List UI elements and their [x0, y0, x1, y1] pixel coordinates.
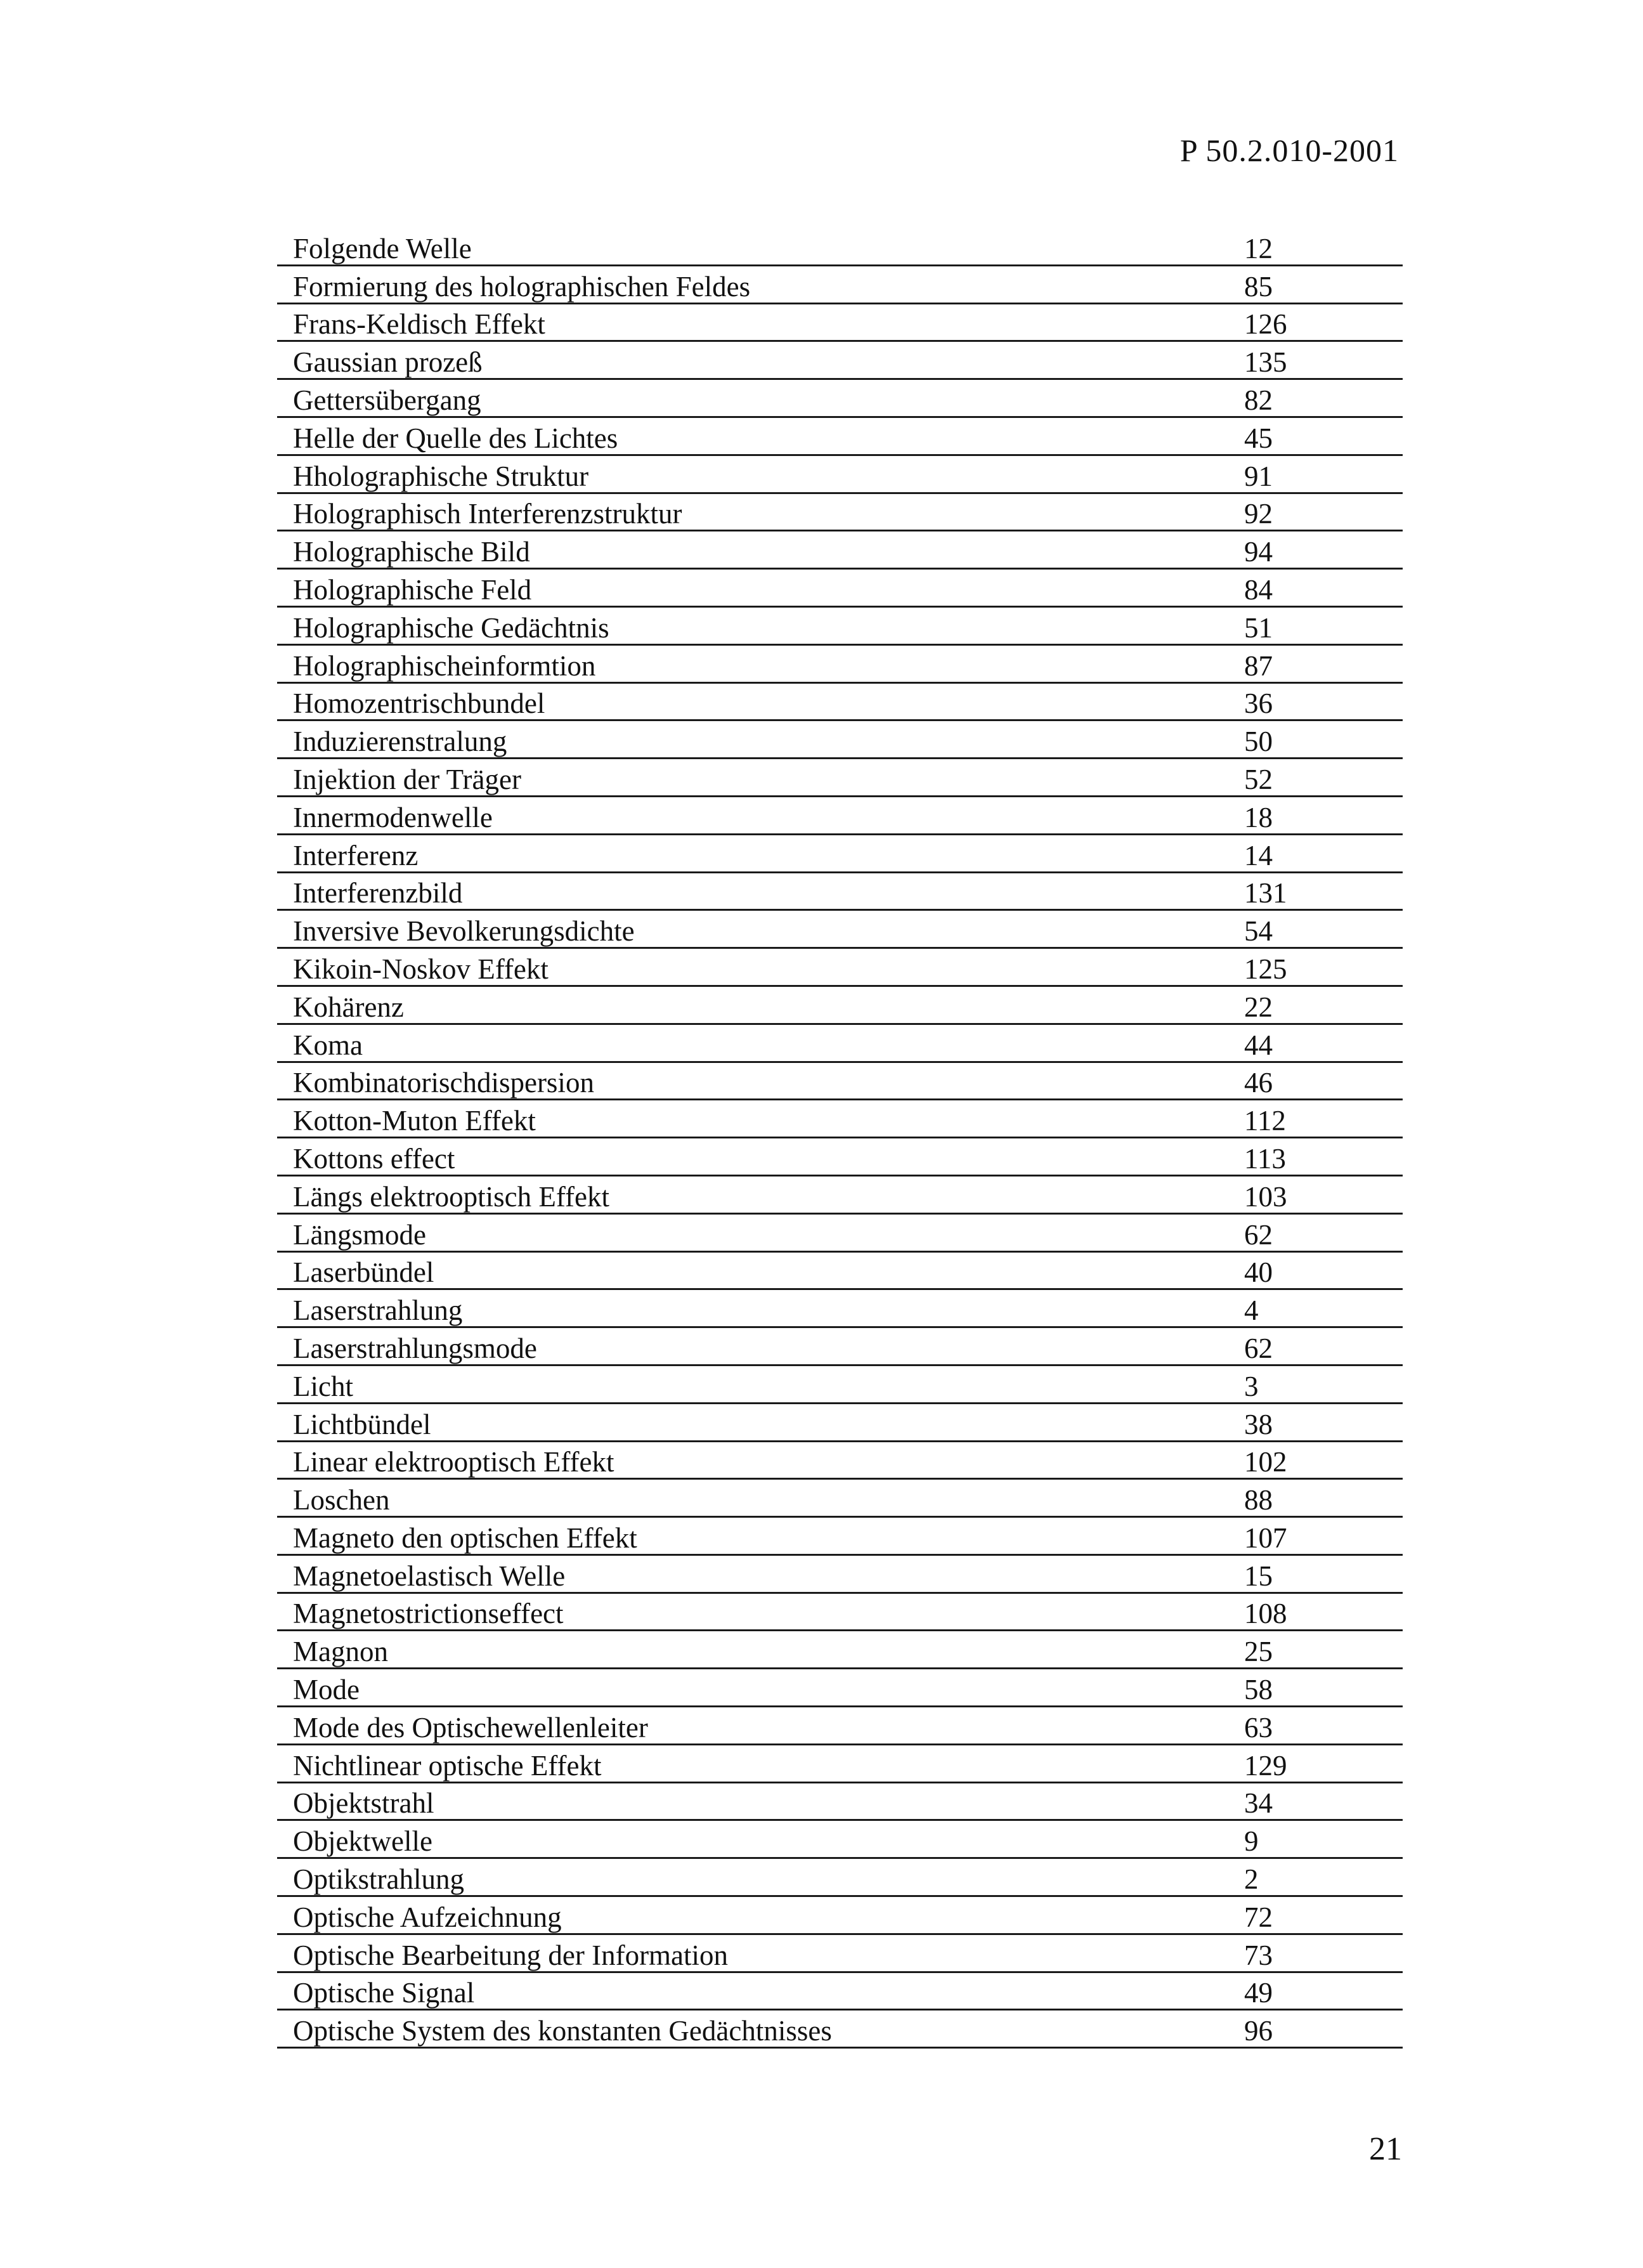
index-page-ref: 22 — [1244, 991, 1273, 1023]
index-page-ref: 84 — [1244, 573, 1273, 606]
index-page-ref: 14 — [1244, 839, 1273, 871]
index-term: Längs elektrooptisch Effekt — [293, 1180, 610, 1213]
index-row — [277, 911, 1403, 949]
index-page-ref: 87 — [1244, 649, 1273, 682]
index-term: Holographisch Interferenzstruktur — [293, 498, 682, 530]
index-page-ref: 18 — [1244, 801, 1273, 833]
index-term: Kikoin-Noskov Effekt — [293, 953, 549, 985]
index-term: Magnetostrictionseffect — [293, 1598, 564, 1630]
index-page-ref: 25 — [1244, 1636, 1273, 1668]
index-row — [277, 2011, 1403, 2049]
index-page-ref: 91 — [1244, 460, 1273, 492]
index-page-ref: 3 — [1244, 1370, 1259, 1402]
index-row — [277, 684, 1403, 722]
index-row — [277, 380, 1403, 418]
index-row — [277, 835, 1403, 873]
index-term: Holographische Feld — [293, 573, 532, 606]
index-term: Mode des Optischewellenleiter — [293, 1711, 648, 1743]
index-row — [277, 1442, 1403, 1480]
index-page-ref: 52 — [1244, 763, 1273, 795]
index-page-ref: 103 — [1244, 1180, 1287, 1213]
index-row — [277, 1859, 1403, 1897]
index-term: Kotton-Muton Effekt — [293, 1105, 536, 1137]
index-term: Injektion der Träger — [293, 763, 521, 795]
index-term: Homozentrischbundel — [293, 688, 545, 720]
index-row — [277, 570, 1403, 608]
index-page-ref: 113 — [1244, 1142, 1286, 1175]
index-row — [277, 1556, 1403, 1594]
index-row — [277, 1063, 1403, 1101]
index-row — [277, 608, 1403, 646]
index-row — [277, 1404, 1403, 1442]
index-term: Mode — [293, 1674, 360, 1706]
index-page-ref: 85 — [1244, 270, 1273, 303]
index-page-ref: 34 — [1244, 1787, 1273, 1820]
index-row — [277, 456, 1403, 494]
index-term: Optische Aufzeichnung — [293, 1901, 562, 1933]
index-row — [277, 1745, 1403, 1783]
index-page-ref: 49 — [1244, 1977, 1273, 2009]
index-term: Optische Bearbeitung der Information — [293, 1939, 729, 1971]
index-term: Folgende Welle — [293, 232, 472, 264]
index-term: Objektwelle — [293, 1825, 432, 1858]
index-term: Holographischeinformtion — [293, 649, 596, 682]
index-row — [277, 1631, 1403, 1669]
index-row — [277, 987, 1403, 1025]
index-page-ref: 44 — [1244, 1029, 1273, 1061]
index-row — [277, 1518, 1403, 1556]
index-page-ref: 15 — [1244, 1560, 1273, 1592]
index-page-ref: 96 — [1244, 2015, 1273, 2047]
index-term: Interferenzbild — [293, 877, 463, 909]
index-term: Helle der Quelle des Lichtes — [293, 422, 618, 454]
index-row — [277, 1100, 1403, 1138]
index-term: Nichtlinear optische Effekt — [293, 1749, 602, 1782]
index-row — [277, 1973, 1403, 2011]
index-row — [277, 1366, 1403, 1404]
index-page-ref: 51 — [1244, 611, 1273, 644]
index-page-ref: 2 — [1244, 1863, 1259, 1896]
index-term: Laserstrahlung — [293, 1294, 463, 1327]
index-page-ref: 129 — [1244, 1749, 1287, 1782]
index-term: Gettersübergang — [293, 384, 481, 416]
index-term: Koma — [293, 1029, 363, 1061]
index-term: Lichtbündel — [293, 1408, 431, 1440]
index-row — [277, 1935, 1403, 1973]
index-term: Inversive Bevolkerungsdichte — [293, 915, 635, 948]
index-row — [277, 266, 1403, 304]
index-term: Innermodenwelle — [293, 801, 493, 833]
index-term: Loschen — [293, 1484, 390, 1516]
index-term: Optikstrahlung — [293, 1863, 464, 1896]
index-page-ref: 58 — [1244, 1674, 1273, 1706]
index-page-ref: 72 — [1244, 1901, 1273, 1933]
index-page-ref: 40 — [1244, 1256, 1273, 1289]
index-page-ref: 4 — [1244, 1294, 1259, 1327]
index-row — [277, 1783, 1403, 1822]
index-term: Induzierenstralung — [293, 726, 507, 758]
index-row — [277, 646, 1403, 684]
index-page-ref: 88 — [1244, 1484, 1273, 1516]
index-term: Magnetoelastisch Welle — [293, 1560, 566, 1592]
index-page-ref: 9 — [1244, 1825, 1259, 1858]
index-page-ref: 94 — [1244, 536, 1273, 568]
index-page-ref: 38 — [1244, 1408, 1273, 1440]
index-page-ref: 54 — [1244, 915, 1273, 948]
index-page-ref: 82 — [1244, 384, 1273, 416]
index-row — [277, 1707, 1403, 1745]
index-term: Objektstrahl — [293, 1787, 434, 1820]
index-term: Formierung des holographischen Feldes — [293, 270, 751, 303]
index-row — [277, 1176, 1403, 1215]
index-row — [277, 1138, 1403, 1176]
index-term: Kombinatorischdispersion — [293, 1067, 594, 1099]
index-page-ref: 73 — [1244, 1939, 1273, 1971]
index-row — [277, 304, 1403, 342]
index-term: Licht — [293, 1370, 353, 1402]
index-row — [277, 1669, 1403, 1707]
index-term: Optische Signal — [293, 1977, 475, 2009]
index-row — [277, 1328, 1403, 1366]
index-row — [277, 342, 1403, 380]
index-row — [277, 721, 1403, 759]
document-code: P 50.2.010-2001 — [1179, 133, 1399, 168]
index-term: Interferenz — [293, 839, 419, 871]
index-page-ref: 102 — [1244, 1446, 1287, 1478]
index-term: Linear elektrooptisch Effekt — [293, 1446, 614, 1478]
index-term: Holographische Bild — [293, 536, 530, 568]
index-table — [277, 228, 1403, 2049]
index-row — [277, 759, 1403, 797]
index-row — [277, 797, 1403, 835]
index-term: Laserbündel — [293, 1256, 434, 1289]
index-term: Frans-Keldisch Effekt — [293, 308, 545, 341]
index-term: Längsmode — [293, 1218, 426, 1251]
index-page-ref: 62 — [1244, 1218, 1273, 1251]
index-term: Gaussian prozeß — [293, 346, 483, 379]
index-page-ref: 12 — [1244, 232, 1273, 264]
index-term: Holographische Gedächtnis — [293, 611, 609, 644]
index-row — [277, 531, 1403, 570]
index-term: Magneto den optischen Effekt — [293, 1522, 637, 1554]
index-row — [277, 1025, 1403, 1063]
index-page-ref: 63 — [1244, 1711, 1273, 1743]
index-page-ref: 92 — [1244, 498, 1273, 530]
index-page-ref: 135 — [1244, 346, 1287, 379]
index-row — [277, 1821, 1403, 1859]
index-row — [277, 1215, 1403, 1253]
index-page-ref: 62 — [1244, 1332, 1273, 1364]
index-row — [277, 494, 1403, 532]
index-page-ref: 126 — [1244, 308, 1287, 341]
index-term: Magnon — [293, 1636, 388, 1668]
index-term: Hholographische Struktur — [293, 460, 589, 492]
index-term: Optische System des konstanten Gedächtnisses — [293, 2015, 832, 2047]
index-row — [277, 1897, 1403, 1935]
index-page-ref: 112 — [1244, 1105, 1286, 1137]
index-row — [277, 1253, 1403, 1291]
page-number: 21 — [1369, 2131, 1402, 2167]
index-page-ref: 50 — [1244, 726, 1273, 758]
index-term: Laserstrahlungsmode — [293, 1332, 537, 1364]
index-row — [277, 228, 1403, 266]
index-term: Kohärenz — [293, 991, 404, 1023]
index-page-ref: 45 — [1244, 422, 1273, 454]
index-page-ref: 131 — [1244, 877, 1287, 909]
index-row — [277, 949, 1403, 987]
index-page-ref: 46 — [1244, 1067, 1273, 1099]
index-page-ref: 107 — [1244, 1522, 1287, 1554]
index-row — [277, 418, 1403, 456]
index-page-ref: 36 — [1244, 688, 1273, 720]
index-row — [277, 1594, 1403, 1632]
index-page-ref: 125 — [1244, 953, 1287, 985]
index-term: Kottons effect — [293, 1142, 455, 1175]
index-row — [277, 1290, 1403, 1328]
index-page-ref: 108 — [1244, 1598, 1287, 1630]
index-row — [277, 873, 1403, 911]
index-row — [277, 1480, 1403, 1518]
